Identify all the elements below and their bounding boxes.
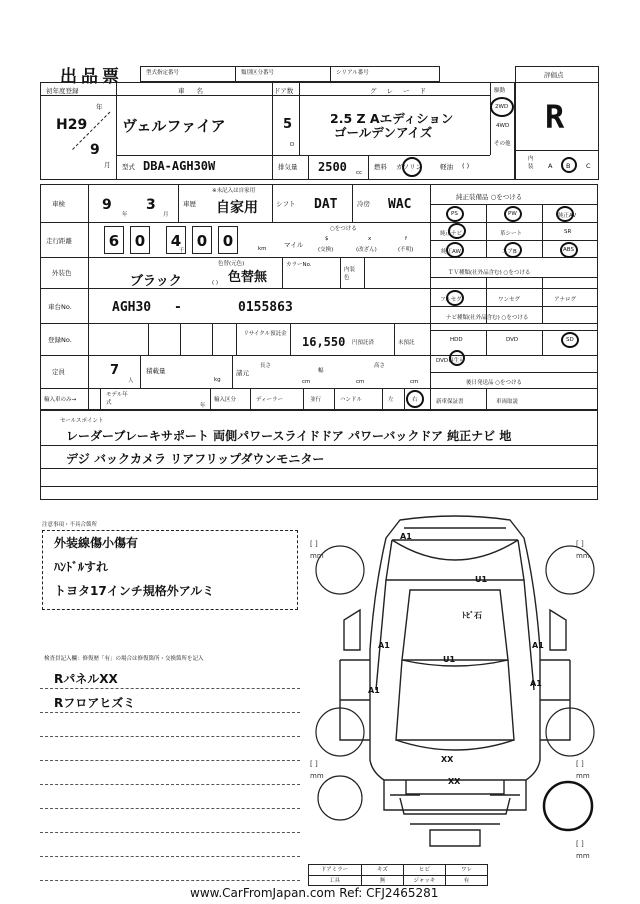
legend-value: 有 — [446, 876, 488, 886]
interior-label: 内装 — [528, 156, 534, 170]
model-label: 型式 — [122, 163, 135, 171]
equip-navi-circle — [448, 223, 466, 239]
legend-value: ジャッキ — [404, 876, 446, 886]
handle-right-circle — [406, 390, 424, 408]
fuel-gas: ガソリン — [396, 163, 422, 171]
equip-abs-circle — [560, 242, 578, 258]
shaken-nen: 年 — [122, 212, 128, 218]
recycle-not: 未預託 — [398, 340, 415, 346]
width-label: 幅 — [318, 368, 324, 374]
mm-label: mm — [576, 552, 590, 560]
doors-value: 5 — [283, 117, 293, 132]
damage-mark: XX — [441, 755, 454, 764]
recycle-label: リサイクル預託金 — [243, 331, 287, 337]
equip-navi: 純正ナビ — [440, 231, 463, 237]
shaken-year: 9 — [102, 197, 112, 213]
interior-b: B — [566, 162, 571, 170]
chassis-number: 0155863 — [238, 300, 293, 315]
equip-airbag-circle — [504, 242, 522, 258]
category-no-label: 類別区分番号 — [241, 70, 275, 76]
equip-aw: 純正AW — [441, 249, 461, 255]
history-note: ※未記入は自家用 — [212, 188, 256, 194]
note-item: ﾊﾝﾄﾞﾙすれ — [54, 560, 109, 574]
inspector-line — [40, 784, 300, 785]
color-value: ブラック — [130, 274, 182, 289]
history-value: 自家用 — [216, 200, 258, 216]
equip-dvd: DVD — [506, 337, 519, 343]
equip-hdd: HDD — [450, 337, 463, 343]
disp-value: 2500 — [318, 160, 347, 174]
handle-left: 左 — [388, 397, 394, 403]
damage-mark: A1 — [368, 686, 380, 695]
equip-sd-circle — [561, 332, 579, 348]
maru-label: ○をつける — [330, 226, 357, 232]
legend-value: 工具 — [308, 876, 362, 886]
m3: f — [405, 236, 407, 242]
equip-navi-label: ナビ種類(社外品含む) ○をつける — [446, 315, 529, 321]
chassis-dash: - — [174, 300, 182, 315]
mileage-label: 走行距離 — [46, 237, 72, 245]
damage-mark: A1 — [378, 641, 390, 650]
legend-value: 無 — [362, 876, 404, 886]
sheet-title: 出品票 — [60, 67, 123, 87]
damage-mark: U1 — [475, 575, 488, 584]
notes-label: 注意事項・不具合箇所 — [42, 522, 98, 528]
mm-bracket: [ ] — [576, 840, 584, 848]
equip-av: 純正AV — [558, 213, 577, 219]
interior-c: C — [586, 162, 591, 170]
ac-label: 冷房 — [357, 200, 370, 208]
fuel-diesel: 軽油 — [440, 163, 453, 171]
capacity-unit: 人 — [128, 378, 134, 384]
handle-label: ハンドル — [340, 397, 363, 403]
inspector-line — [40, 856, 300, 857]
disp-unit: cc — [356, 170, 363, 176]
inspector-lines — [40, 0, 300, 900]
footer-watermark: www.CarFromJapan.com Ref: CFJ2465281 — [190, 886, 439, 900]
mm-bracket: [ ] — [310, 540, 318, 548]
interior-a: A — [548, 162, 553, 170]
equip-sd: SD — [566, 337, 574, 343]
car-diagram — [300, 510, 610, 888]
equip-dvd-play: DVD再生可 — [436, 358, 465, 364]
equip-after-label: 後日発送品 ○をつける — [466, 380, 523, 386]
year-char: 年 — [96, 103, 103, 111]
rating-value: R — [545, 98, 565, 136]
equip-fullseg: フルセグ — [440, 297, 462, 303]
note-item: RパネルXX — [54, 672, 118, 686]
damage-mark: XX — [448, 777, 461, 786]
recycle-value: 16,550 — [302, 335, 346, 349]
equip-av-circle — [556, 206, 577, 222]
inspector-line — [40, 880, 300, 881]
m2: x — [368, 236, 372, 242]
equip-airbag: エアB — [502, 249, 517, 255]
mileage-digit: 6 — [104, 226, 124, 254]
equip-ps-circle — [446, 206, 464, 222]
equip-tv-label: ＴＶ種類(社外品含む) ○をつける — [448, 270, 531, 276]
miles-label: マイル — [284, 241, 304, 249]
shaken-month: 3 — [146, 197, 156, 213]
height-label: 高さ — [374, 363, 386, 369]
equip-abs: ABS — [563, 247, 574, 253]
inspector-line — [40, 736, 300, 737]
handle-right: 右 — [412, 397, 418, 403]
inspector-line — [40, 808, 300, 809]
equip-leather: 革シート — [500, 231, 523, 237]
load-unit: kg — [214, 377, 221, 383]
fuel-paren: ( ) — [462, 162, 470, 170]
import-label: 輸入車のみ→ — [44, 397, 77, 403]
grade-line2: ゴールデンアイズ — [334, 125, 433, 140]
sales-line2: デジ バックカメラ リアフリップダウンモニター — [66, 452, 325, 466]
width-cm: cm — [356, 379, 365, 385]
color-label: 外装色 — [52, 269, 72, 277]
equip-fullseg-circle — [446, 290, 464, 306]
capacity-label: 定員 — [52, 368, 65, 376]
drive-2wd: 2WD — [495, 104, 509, 110]
capacity-value: 7 — [110, 363, 120, 378]
note-item: Rフロアヒズミ — [54, 696, 136, 710]
interior-b-circle — [561, 157, 577, 173]
import-parallel: 並行 — [310, 397, 322, 403]
fuel-label: 燃料 — [374, 163, 387, 171]
drive-2wd-circle — [490, 97, 514, 117]
month-char: 月 — [104, 161, 111, 169]
inspector-line — [40, 832, 300, 833]
rating-label: 評価点 — [544, 71, 564, 79]
equip-pw: PW — [508, 211, 517, 217]
grade-line1: 2.5 Z Aエディション — [330, 111, 454, 126]
equip-warranty: 新車保証書 — [436, 399, 464, 405]
drive-other: その他 — [494, 141, 511, 147]
shift-value: DAT — [314, 197, 338, 212]
m2b: (改ざん) — [356, 247, 377, 253]
history-label: 車歴 — [183, 200, 196, 208]
legend-header: ワレ — [446, 865, 488, 876]
mm-label: mm — [576, 852, 590, 860]
mileage-sen: 千 — [179, 248, 185, 254]
height-cm: cm — [410, 379, 419, 385]
first-reg-month: 9 — [90, 142, 100, 158]
doors-d: D — [290, 142, 295, 148]
equip-ps: PS — [451, 211, 458, 217]
drive-label: 駆動 — [494, 88, 506, 94]
sales-line1: レーダーブレーキサポート 両側パワースライドドア パワーバックドア 純正ナビ 地 — [66, 429, 512, 443]
color-change-label: 色替(元色) — [218, 261, 245, 267]
equip-pw-circle — [504, 206, 522, 222]
recycle-done: 円預託済 — [352, 340, 375, 346]
inspector-line — [40, 712, 300, 713]
mm-label: mm — [576, 772, 590, 780]
equip-sr: SR — [564, 229, 572, 235]
import-dealer: ディーラー — [256, 397, 284, 403]
damage-mark: ﾄﾋﾞ石 — [462, 611, 482, 620]
disp-label: 排気量 — [278, 163, 298, 171]
int-color-label: 内装色 — [344, 267, 356, 281]
legend-header: キズ — [362, 865, 404, 876]
legend-cells — [308, 864, 488, 886]
shaken-tsuki: 月 — [163, 212, 169, 218]
sales-label: セールスポイント — [60, 418, 104, 424]
reg-no-label: 登録No. — [48, 336, 72, 344]
inspector-label: 検査員記入欄：修復歴「有」の場合は修復箇所・交換箇所を記入 — [44, 656, 204, 662]
modelyear-label: モデル年式 — [106, 392, 128, 406]
model-code-no-label: 型式指定番号 — [146, 70, 180, 76]
inspector-line — [40, 760, 300, 761]
model-value: DBA-AGH30W — [143, 159, 216, 173]
first-reg-year: H29 — [56, 117, 88, 133]
damage-mark: A1 — [532, 641, 544, 650]
damage-mark: U1 — [443, 655, 456, 664]
serial-no-label: シリアル番号 — [336, 70, 369, 76]
doors-label: ドア数 — [274, 87, 294, 95]
damage-mark: A1 — [400, 532, 412, 541]
len-cm: cm — [302, 379, 311, 385]
inspector-line — [40, 688, 300, 689]
mileage-digit: 0 — [130, 226, 150, 254]
equip-oneseg: ワンセグ — [498, 297, 521, 303]
note-item: 外装線傷小傷有 — [54, 536, 139, 550]
note-item: トヨタ17インチ規格外アルミ — [54, 584, 215, 598]
equip-dvd-play-circle — [449, 350, 465, 366]
import-cat-label: 輸入区分 — [214, 397, 237, 403]
fuel-gas-circle — [402, 157, 422, 177]
chassis-prefix: AGH30 — [112, 300, 152, 315]
legend-header: ヒビ — [404, 865, 446, 876]
drive-4wd: 4WD — [496, 123, 510, 129]
mileage-unit: km — [258, 246, 267, 252]
mm-bracket: [ ] — [310, 760, 318, 768]
m1: $ — [325, 236, 329, 242]
mm-bracket: [ ] — [576, 540, 584, 548]
equip-manual: 車両取説 — [496, 399, 519, 405]
ac-value: WAC — [388, 197, 412, 212]
chassis-label: 車台No. — [48, 303, 72, 311]
mm-bracket: [ ] — [576, 760, 584, 768]
m3b: (不明) — [398, 247, 414, 253]
equip-aw-circle — [446, 242, 464, 258]
first-reg-label: 初年度登録 — [46, 87, 79, 95]
load-label: 積載量 — [146, 367, 166, 375]
color-paren: ( ) — [212, 280, 219, 286]
shaken-label: 車検 — [52, 200, 65, 208]
car-name-label: 車名 — [178, 87, 215, 95]
mileage-digit: 4 — [166, 226, 186, 254]
color-change-value: 色替無 — [228, 270, 268, 285]
equip-analog: アナログ — [554, 297, 577, 303]
shift-label: シフト — [276, 200, 296, 208]
mm-label: mm — [310, 772, 324, 780]
m1b: (交換) — [318, 247, 334, 253]
color-no-label: カラーNo. — [286, 262, 312, 268]
car-name: ヴェルファイア — [122, 117, 226, 135]
modelyear-nen: 年 — [200, 403, 206, 409]
legend-header: ドアミラー — [308, 865, 362, 876]
len-label: 長さ — [260, 363, 272, 369]
mm-label: mm — [310, 552, 324, 560]
dims-label: 諸元 — [236, 369, 249, 377]
damage-mark: A1 — [530, 679, 542, 688]
grade-label: グレード — [370, 87, 436, 95]
equip-std-label: 純正装備品 ○をつける — [456, 193, 523, 201]
mileage-digit: 0 — [192, 226, 212, 254]
mileage-digit: 0 — [218, 226, 238, 254]
